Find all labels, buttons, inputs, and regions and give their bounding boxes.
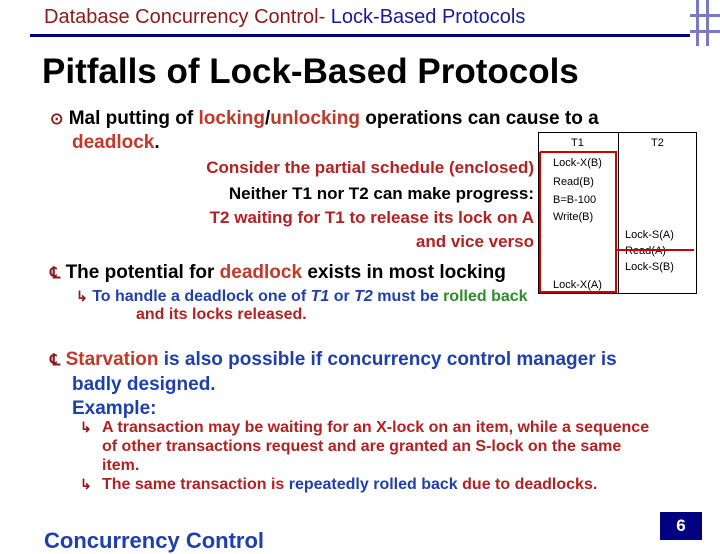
rolled-back-text: rolled back [443,288,528,305]
bullet-2-sub-cont: and its locks released. [136,306,307,323]
arrow-bullet-icon: ↳ [76,288,88,304]
corner-grid-decoration [690,0,720,46]
deadlock-enclosure-outline [536,150,696,295]
t1-op: Lock-X(A) [553,279,602,291]
bullet-2-sub: ↳ To handle a deadlock one of T1 or T2 must be rolled back [76,288,528,305]
slide-title: Pitfalls of Lock-Based Protocols [42,52,579,91]
t1-op: B=B-100 [553,194,597,206]
t2-header: T2 [651,137,664,149]
hook-bullet-icon: ℄ [50,352,61,369]
circle-bullet-icon: ⊙ [50,111,64,128]
consider-line-4: and vice verso [415,232,534,251]
page-number: 6 [660,512,702,540]
t1-op: Read(B) [553,176,594,188]
consider-line-1: Consider the partial schedule (enclosed) [206,158,534,177]
unlocking-text: unlocking [270,108,361,129]
bullet-3: ℄ Starvation is also possible if concurrency control manager is badly designed. Example: [50,349,617,419]
deadlock-text: deadlock [72,132,155,153]
arrow-bullet-icon: ↳ [80,419,92,435]
t2-op: Lock-S(B) [625,261,674,273]
bullet-1: ⊙ Mal putting of locking/unlocking operations can cause to a [50,108,599,129]
t2-op: Lock-S(A) [625,229,674,241]
bullet-2: ℄ The potential for deadlock exists in most locking [50,262,506,283]
deadlock-text-2: deadlock [219,262,303,283]
starvation-text: Starvation [65,349,159,370]
header-part2: Lock-Based Protocols [330,6,526,28]
t1-header: T1 [571,137,584,149]
t1-op: Write(B) [553,211,594,223]
header-rule [30,34,690,37]
t2-op: Read(A) [625,245,666,257]
footer-partial-text: Concurrency Control [44,528,265,553]
consider-line-2: Neither T1 nor T2 can make progress: [228,184,534,203]
t1-op: Lock-X(B) [553,157,602,169]
arrow-bullet-icon: ↳ [80,476,92,492]
bullet-1-cont: deadlock. [72,132,160,153]
locking-text: locking [198,108,266,129]
hook-bullet-icon: ℄ [50,265,61,282]
header-part1: Database Concurrency Control- [44,6,331,28]
slide-header [44,6,525,29]
consider-line-3: T2 waiting for T1 to release its lock on A [209,208,534,227]
bullet-3-subs: ↳ A transaction may be waiting for an X-lock on an item, while a sequence of other transactions request and are granted an S-lock on the same item. ↳ The same transaction is repeatedly rolled back due to deadlocks. [80,419,650,493]
